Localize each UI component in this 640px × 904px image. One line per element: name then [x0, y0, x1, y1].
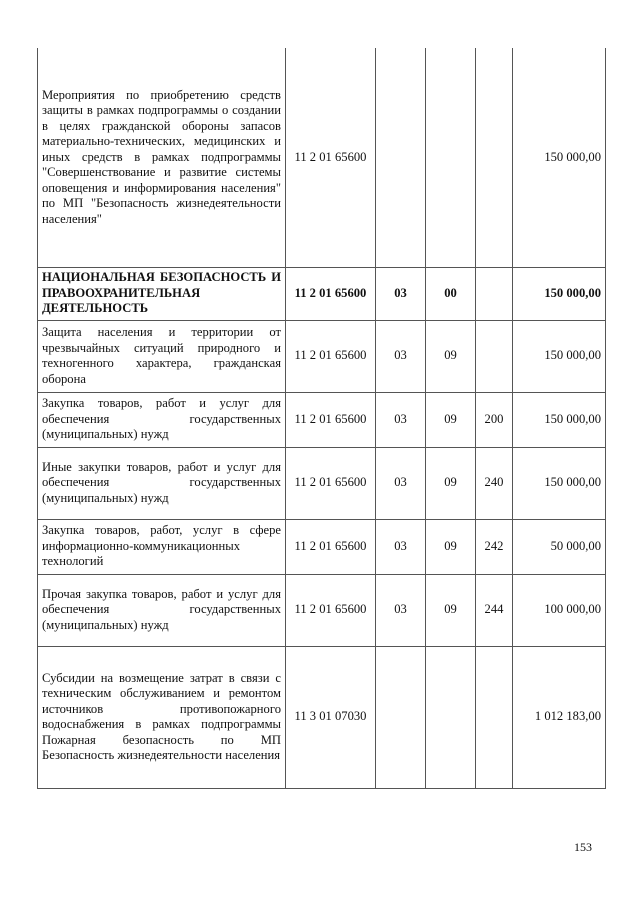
row-section: 03 [376, 267, 426, 320]
row-name: Защита населения и территории от чрезвычайных ситуаций природного и техногенного характера, гражданская оборона [38, 320, 286, 392]
row-expense-type [476, 48, 513, 267]
page-number: 153 [574, 840, 592, 854]
row-code: 11 2 01 65600 [286, 48, 376, 267]
row-section [376, 646, 426, 788]
row-section [376, 48, 426, 267]
row-name: Мероприятия по приобретению средств защиты в рамках подпрограммы о создании в целях гражданской обороны запасов материально-технических, медицинских и иных средств в рамках подпрограммы "Совершенствование и развитие системы оповещения и информирования населения" по МП "Безопасность жизнедеятельности населения" [38, 48, 286, 267]
row-subsection: 09 [426, 392, 476, 447]
row-code: 11 2 01 65600 [286, 574, 376, 646]
row-section: 03 [376, 447, 426, 519]
row-amount: 150 000,00 [513, 267, 606, 320]
table-row [38, 320, 606, 392]
row-amount: 1 012 183,00 [513, 646, 606, 788]
row-section: 03 [376, 320, 426, 392]
row-amount: 150 000,00 [513, 320, 606, 392]
row-code: 11 2 01 65600 [286, 320, 376, 392]
row-expense-type: 242 [476, 519, 513, 574]
row-subsection [426, 48, 476, 267]
table-row [38, 48, 606, 267]
row-subsection: 00 [426, 267, 476, 320]
row-name: Прочая закупка товаров, работ и услуг для обеспечения государственных (муниципальных) нужд [38, 574, 286, 646]
table-row [38, 646, 606, 788]
row-subsection: 09 [426, 320, 476, 392]
row-expense-type: 244 [476, 574, 513, 646]
row-code: 11 2 01 65600 [286, 519, 376, 574]
row-name: Закупка товаров, работ и услуг для обеспечения государственных (муниципальных) нужд [38, 392, 286, 447]
budget-table [37, 48, 606, 789]
row-name: Иные закупки товаров, работ и услуг для обеспечения государственных (муниципальных) нужд [38, 447, 286, 519]
row-code: 11 2 01 65600 [286, 392, 376, 447]
row-expense-type: 240 [476, 447, 513, 519]
row-subsection [426, 646, 476, 788]
row-section: 03 [376, 574, 426, 646]
row-code: 11 2 01 65600 [286, 267, 376, 320]
row-subsection: 09 [426, 574, 476, 646]
row-expense-type [476, 320, 513, 392]
row-name: Закупка товаров, работ, услуг в сфере информационно-коммуникационных технологий [38, 519, 286, 574]
row-section: 03 [376, 519, 426, 574]
row-name: Субсидии на возмещение затрат в связи с техническим обслуживанием и ремонтом источников противопожарного водоснабжения в рамках подпрограммы Пожарная безопасность по МП Безопасность жизнедеятельности населения [38, 646, 286, 788]
row-section: 03 [376, 392, 426, 447]
row-amount: 150 000,00 [513, 392, 606, 447]
table-row [38, 447, 606, 519]
row-name: НАЦИОНАЛЬНАЯ БЕЗОПАСНОСТЬ И ПРАВООХРАНИТЕЛЬНАЯ ДЕЯТЕЛЬНОСТЬ [38, 267, 286, 320]
row-amount: 150 000,00 [513, 48, 606, 267]
row-amount: 100 000,00 [513, 574, 606, 646]
table-row [38, 574, 606, 646]
row-amount: 150 000,00 [513, 447, 606, 519]
row-expense-type [476, 646, 513, 788]
row-code: 11 2 01 65600 [286, 447, 376, 519]
row-code: 11 3 01 07030 [286, 646, 376, 788]
table-row [38, 519, 606, 574]
table-row [38, 267, 606, 320]
row-expense-type: 200 [476, 392, 513, 447]
table-row [38, 392, 606, 447]
row-expense-type [476, 267, 513, 320]
row-amount: 50 000,00 [513, 519, 606, 574]
row-subsection: 09 [426, 447, 476, 519]
row-subsection: 09 [426, 519, 476, 574]
